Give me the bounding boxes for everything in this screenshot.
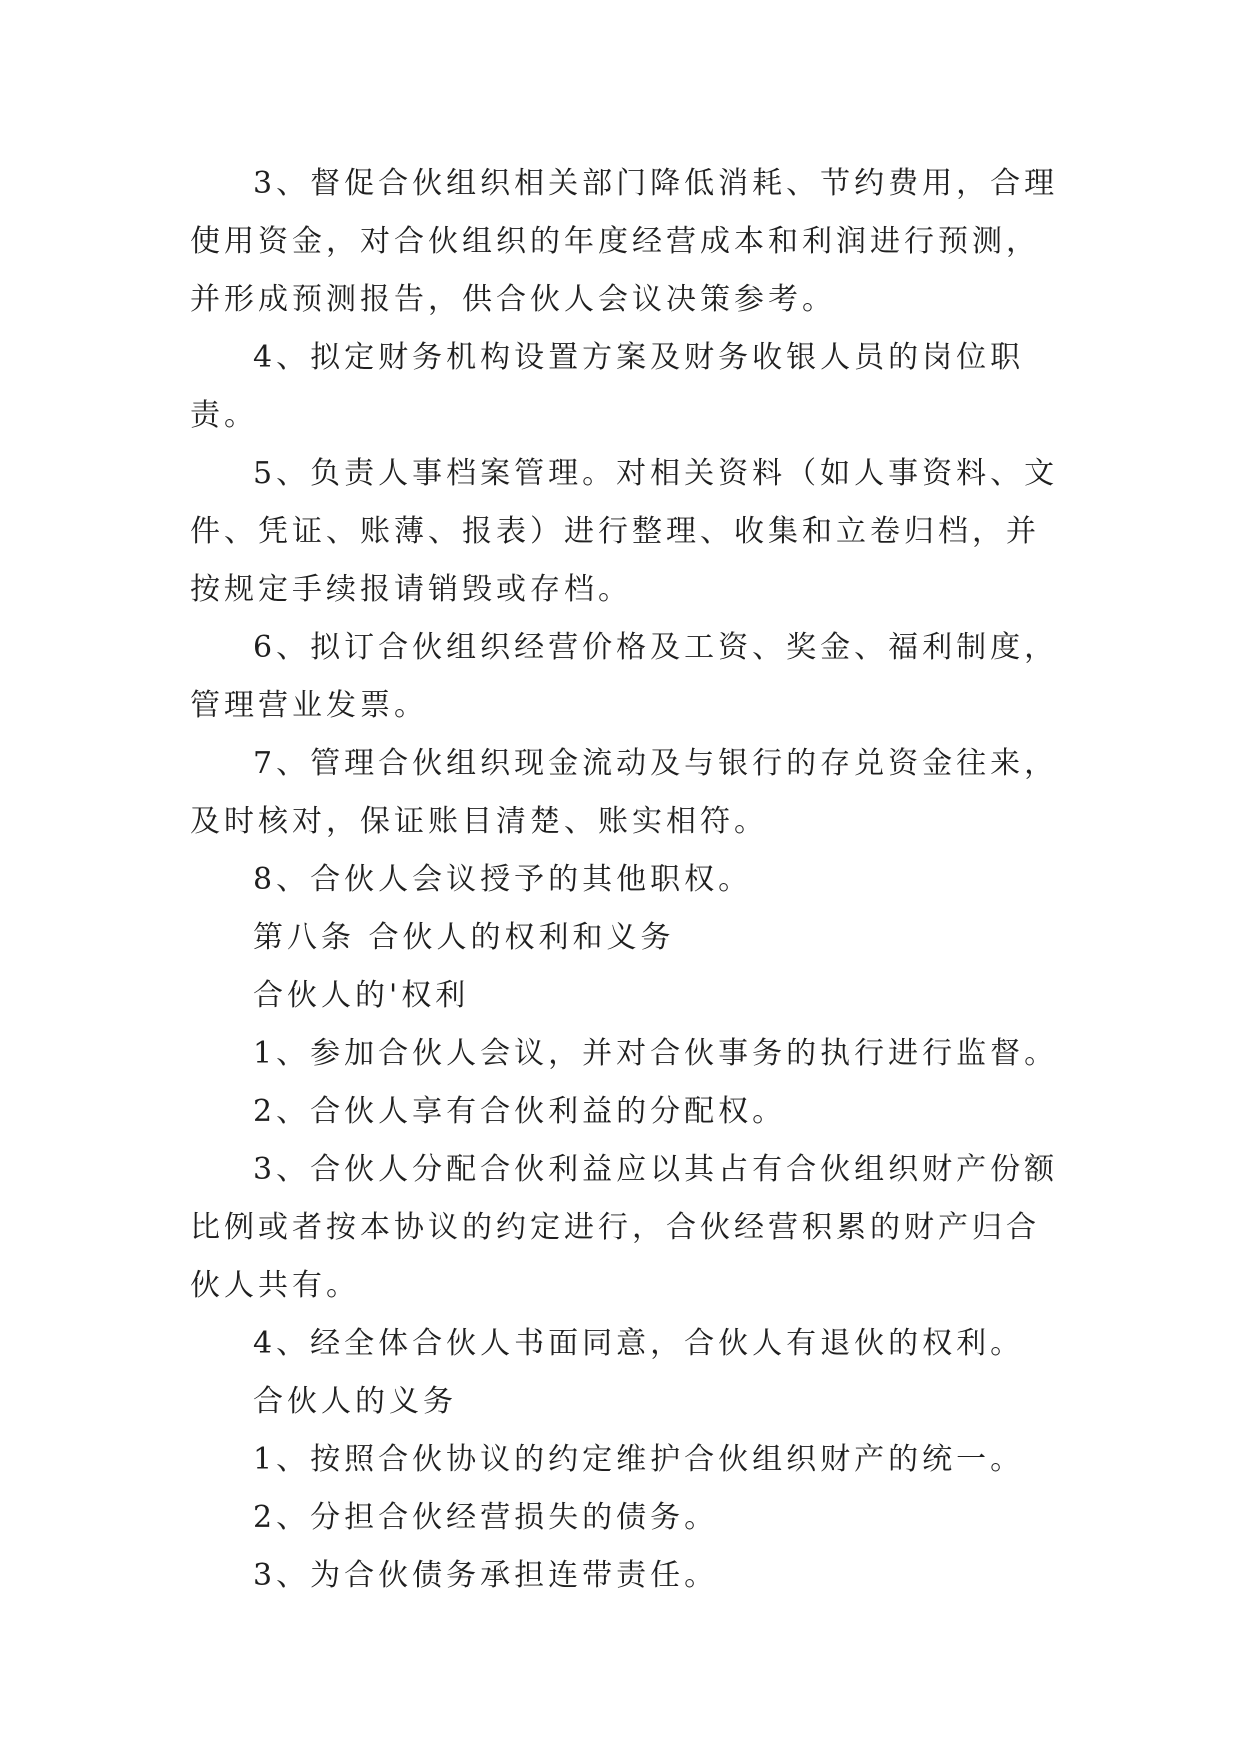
rights-item-2: 2、合伙人享有合伙利益的分配权。	[253, 1094, 787, 1129]
rights-item-4: 4、经全体合伙人书面同意，合伙人有退伙的权利。	[253, 1326, 1025, 1361]
section-heading-rights: 合伙人的'权利	[253, 978, 470, 1013]
obligations-item-1: 1、按照合伙协议的约定维护合伙组织财产的统一。	[253, 1442, 1025, 1477]
section-heading-obligations: 合伙人的义务	[253, 1384, 457, 1419]
obligations-item-2: 2、分担合伙经营损失的债务。	[253, 1500, 719, 1535]
paragraph-item-6-pricing: 6、拟订合伙组织经营价格及工资、奖金、福利制度，管理营业发票。	[190, 630, 1059, 723]
paragraph-item-3-supervise: 3、督促合伙组织相关部门降低消耗、节约费用，合理使用资金，对合伙组织的年度经营成本和利润进行预测，并形成预测报告，供合伙人会议决策参考。	[190, 166, 1059, 317]
paragraph-item-8-other-powers: 8、合伙人会议授予的其他职权。	[253, 862, 753, 897]
paragraph-item-4-finance-structure: 4、拟定财务机构设置方案及财务收银人员的岗位职责。	[190, 340, 1025, 433]
document-body	[190, 155, 1060, 1605]
obligations-item-3: 3、为合伙债务承担连带责任。	[253, 1558, 719, 1593]
article-heading: 第八条 合伙人的权利和义务	[253, 920, 675, 955]
rights-item-3: 3、合伙人分配合伙利益应以其占有合伙组织财产份额比例或者按本协议的约定进行，合伙经营积累的财产归合伙人共有。	[190, 1152, 1059, 1303]
paragraph-item-5-archives: 5、负责人事档案管理。对相关资料（如人事资料、文件、凭证、账薄、报表）进行整理、收集和立卷归档，并按规定手续报请销毁或存档。	[190, 456, 1059, 607]
rights-item-1: 1、参加合伙人会议，并对合伙事务的执行进行监督。	[253, 1036, 1059, 1071]
paragraph-item-7-cash-flow: 7、管理合伙组织现金流动及与银行的存兑资金往来，及时核对，保证账目清楚、账实相符。	[190, 746, 1059, 839]
